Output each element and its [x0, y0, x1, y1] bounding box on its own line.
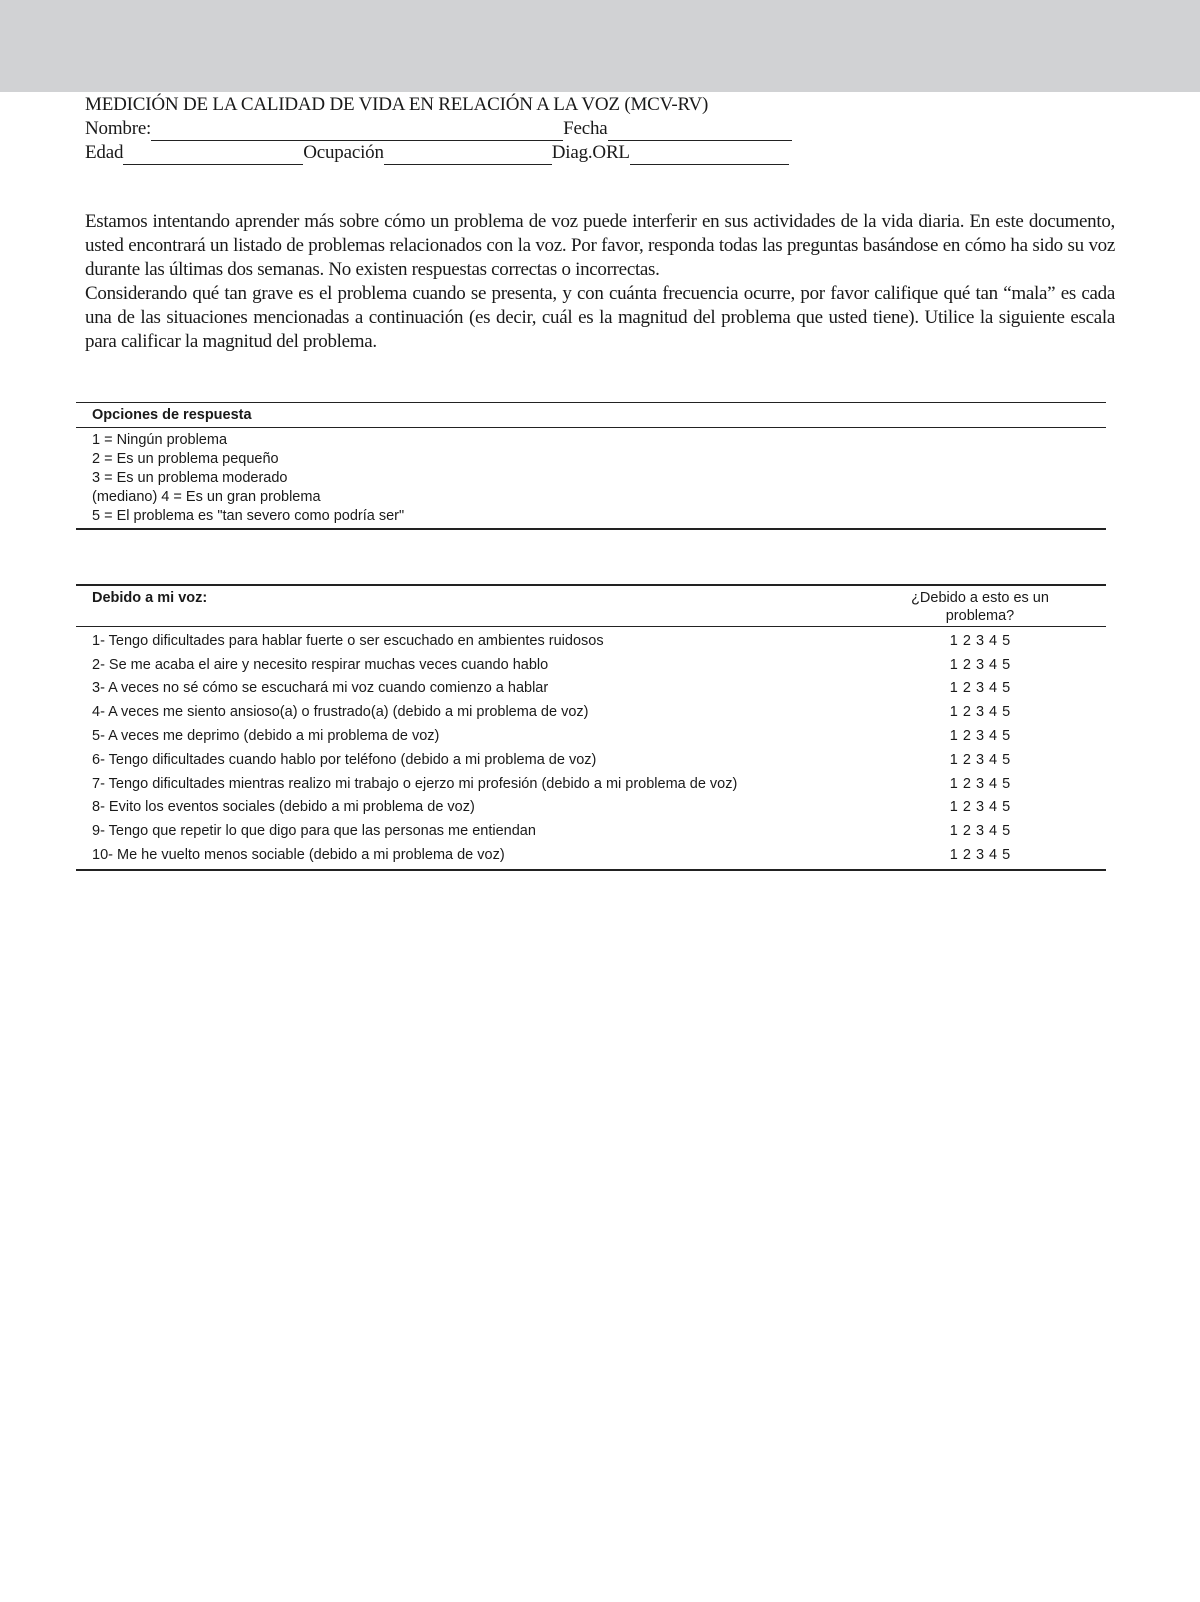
ocupacion-label: Ocupación	[303, 142, 384, 163]
response-options-list	[76, 428, 1106, 528]
nombre-label: Nombre:	[85, 118, 152, 139]
question-text: 8- Evito los eventos sociales (debido a mi problema de voz)	[92, 799, 475, 816]
response-option: (mediano) 4 = Es un gran problema	[92, 489, 321, 505]
response-option: 5 = El problema es "tan severo como podría ser"	[92, 508, 405, 524]
nombre-field[interactable]	[151, 122, 563, 141]
rating-scale[interactable]: 1 2 3 4 5	[949, 728, 1011, 745]
instructions	[85, 210, 1115, 354]
fecha-label: Fecha	[563, 118, 608, 139]
table-row	[76, 677, 1106, 701]
rating-scale[interactable]: 1 2 3 4 5	[949, 704, 1011, 721]
rating-scale[interactable]: 1 2 3 4 5	[949, 680, 1011, 697]
questions-table-body	[76, 627, 1106, 869]
diag-label: Diag.ORL	[551, 142, 630, 163]
table-row	[76, 748, 1106, 772]
rating-scale[interactable]: 1 2 3 4 5	[949, 847, 1011, 864]
top-banner	[0, 0, 1200, 92]
diag-field[interactable]	[630, 146, 789, 165]
response-options-table	[76, 402, 1106, 530]
table-row	[76, 653, 1106, 677]
table-row	[76, 843, 1106, 867]
question-text: 2- Se me acaba el aire y necesito respirar muchas veces cuando hablo	[92, 656, 549, 673]
question-text: 10- Me he vuelto menos sociable (debido a mi problema de voz)	[92, 847, 505, 864]
instructions-paragraph-2: Considerando qué tan grave es el problema cuando se presenta, y con cuánta frecuencia ocurre, por favor califique qué tan “mala” es cada una de las situaciones mencionadas a continuación (es decir, cuál es la magnitud del problema que usted tiene). Utilice la siguiente escala para calificar la magnitud del problema.	[85, 283, 1115, 352]
rating-scale[interactable]: 1 2 3 4 5	[949, 656, 1011, 673]
form-header	[85, 93, 825, 165]
edad-field[interactable]	[123, 146, 303, 165]
edad-label: Edad	[85, 142, 124, 163]
response-option: 1 = Ningún problema	[92, 432, 228, 448]
table-row	[76, 700, 1106, 724]
response-option: 3 = Es un problema moderado	[92, 470, 288, 486]
rating-scale[interactable]: 1 2 3 4 5	[949, 632, 1011, 649]
age-occupation-row	[85, 141, 825, 165]
rating-scale[interactable]: 1 2 3 4 5	[949, 823, 1011, 840]
rating-scale[interactable]: 1 2 3 4 5	[949, 751, 1011, 768]
table-row	[76, 796, 1106, 820]
table-row	[76, 724, 1106, 748]
fecha-field[interactable]	[608, 122, 792, 141]
question-text: 7- Tengo dificultades mientras realizo mi trabajo o ejerzo mi profesión (debido a mi problema de voz)	[92, 775, 738, 792]
question-text: 5- A veces me deprimo (debido a mi problema de voz)	[92, 728, 440, 745]
rating-scale[interactable]: 1 2 3 4 5	[949, 799, 1011, 816]
table-row	[76, 629, 1106, 653]
table-row	[76, 772, 1106, 796]
response-options-heading: Opciones de respuesta	[76, 403, 1106, 428]
question-text: 9- Tengo que repetir lo que digo para que las personas me entiendan	[92, 823, 536, 840]
table-row	[76, 819, 1106, 843]
ocupacion-field[interactable]	[384, 146, 552, 165]
question-text: 6- Tengo dificultades cuando hablo por teléfono (debido a mi problema de voz)	[92, 751, 597, 768]
name-date-row	[85, 117, 825, 141]
questions-table-header	[76, 586, 1106, 627]
question-text: 1- Tengo dificultades para hablar fuerte o ser escuchado en ambientes ruidosos	[92, 632, 604, 649]
question-text: 3- A veces no sé cómo se escuchará mi voz cuando comienzo a hablar	[92, 680, 549, 697]
column-header-problem: ¿Debido a esto es un problema?	[911, 590, 1049, 624]
column-header-voice: Debido a mi voz:	[92, 590, 208, 606]
response-option: 2 = Es un problema pequeño	[92, 451, 279, 467]
instructions-paragraph-1: Estamos intentando aprender más sobre cómo un problema de voz puede interferir en sus actividades de la vida diaria. En este documento, usted encontrará un listado de problemas relacionados con la voz. Por favor, responda todas las preguntas basándose en cómo ha sido su voz durante las últimas dos semanas. No existen respuestas correctas o incorrectas.	[85, 211, 1115, 280]
questions-table	[76, 584, 1106, 871]
form-title: MEDICIÓN DE LA CALIDAD DE VIDA EN RELACIÓN A LA VOZ (MCV-RV)	[85, 94, 709, 115]
question-text: 4- A veces me siento ansioso(a) o frustrado(a) (debido a mi problema de voz)	[92, 704, 589, 721]
rating-scale[interactable]: 1 2 3 4 5	[949, 775, 1011, 792]
